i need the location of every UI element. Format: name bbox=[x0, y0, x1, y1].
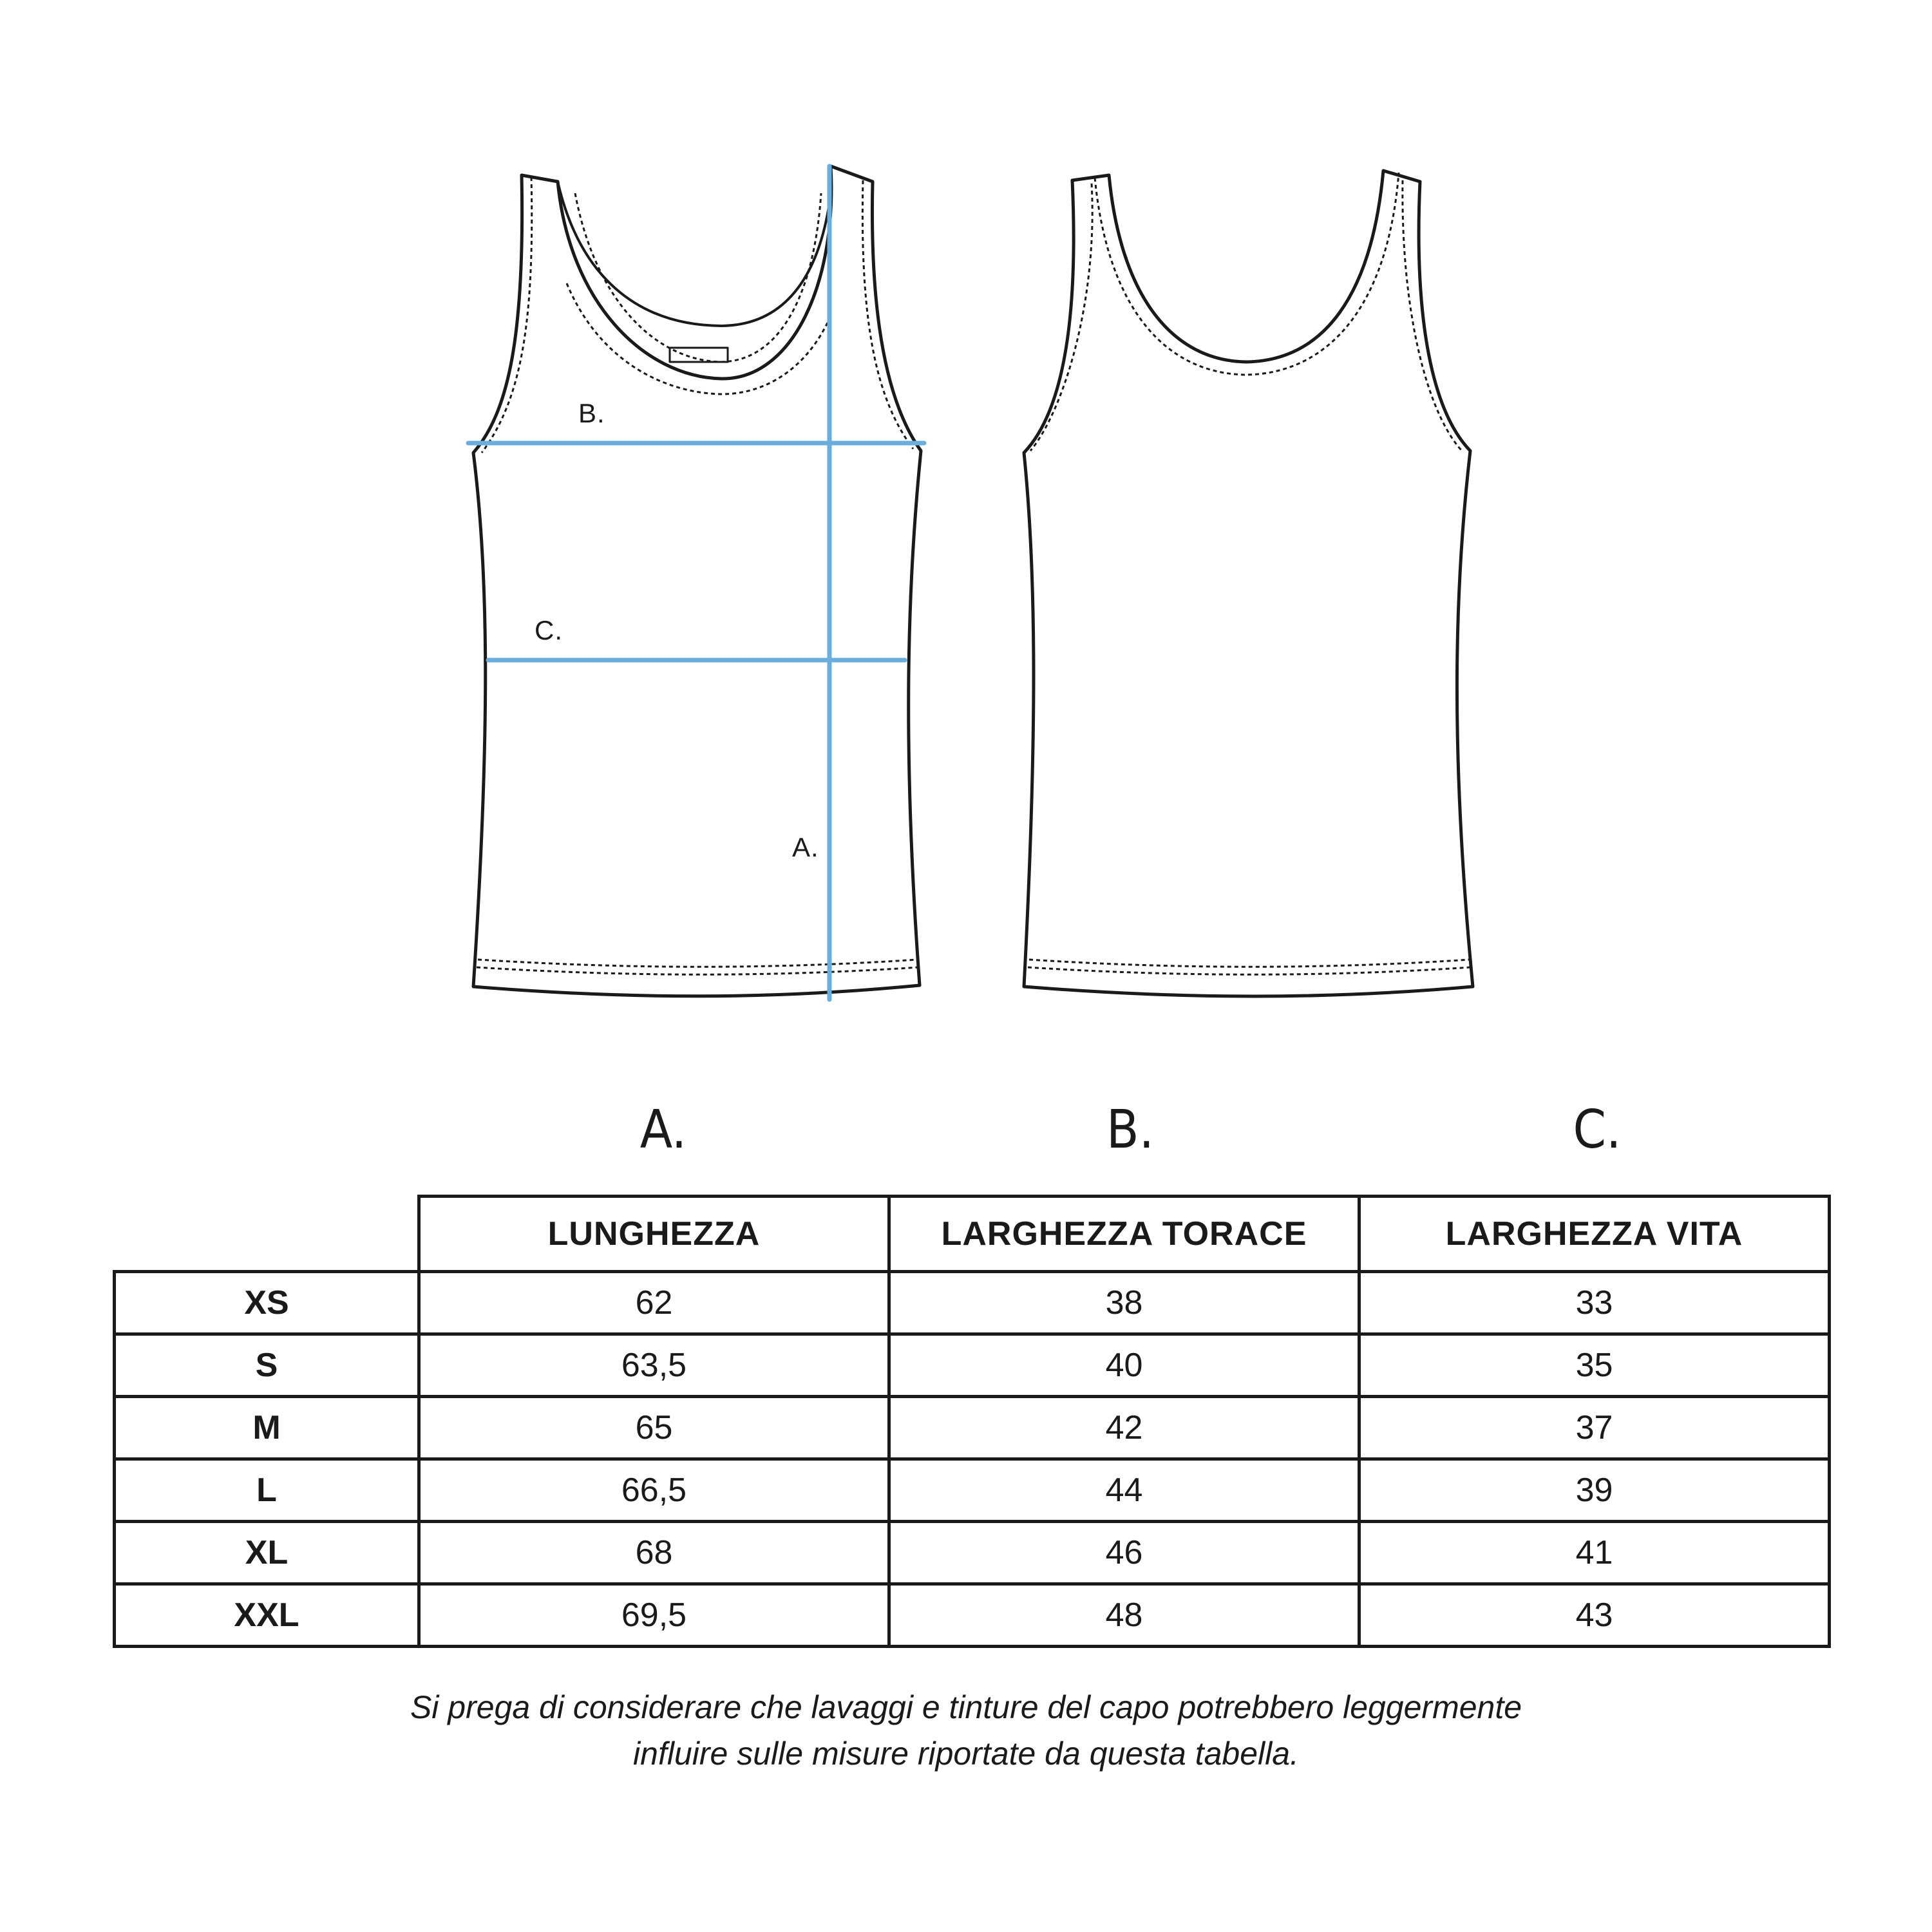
value-cell: 38 bbox=[889, 1272, 1359, 1334]
disclaimer-line-2: influire sulle misure riportate da questa tabella. bbox=[633, 1736, 1299, 1772]
value-cell: 33 bbox=[1359, 1272, 1830, 1334]
value-cell: 40 bbox=[889, 1334, 1359, 1397]
value-cell: 65 bbox=[419, 1397, 889, 1459]
value-cell: 63,5 bbox=[419, 1334, 889, 1397]
header-lunghezza: LUNGHEZZA bbox=[419, 1197, 889, 1272]
table-row bbox=[115, 1522, 1830, 1584]
size-label: XS bbox=[115, 1272, 419, 1334]
measure-label-a: A. bbox=[792, 832, 819, 862]
column-letter-c: C. bbox=[1573, 1099, 1622, 1160]
value-cell: 69,5 bbox=[419, 1584, 889, 1647]
size-label: XL bbox=[115, 1522, 419, 1584]
column-letter-a: A. bbox=[639, 1099, 687, 1160]
table-row bbox=[115, 1397, 1830, 1459]
value-cell: 39 bbox=[1359, 1459, 1830, 1522]
value-cell: 43 bbox=[1359, 1584, 1830, 1647]
measure-label-c: C. bbox=[535, 615, 563, 645]
value-cell: 44 bbox=[889, 1459, 1359, 1522]
value-cell: 68 bbox=[419, 1522, 889, 1584]
size-label: M bbox=[115, 1397, 419, 1459]
table-corner bbox=[115, 1197, 419, 1272]
value-cell: 42 bbox=[889, 1397, 1359, 1459]
value-cell: 37 bbox=[1359, 1397, 1830, 1459]
value-cell: 35 bbox=[1359, 1334, 1830, 1397]
value-cell: 41 bbox=[1359, 1522, 1830, 1584]
header-larghezza-vita: LARGHEZZA VITA bbox=[1359, 1197, 1830, 1272]
measure-label-b: B. bbox=[578, 398, 605, 428]
value-cell: 66,5 bbox=[419, 1459, 889, 1522]
value-cell: 48 bbox=[889, 1584, 1359, 1647]
value-cell: 62 bbox=[419, 1272, 889, 1334]
size-table bbox=[113, 1195, 1831, 1648]
back-tank-top-drawing bbox=[1024, 171, 1473, 996]
header-larghezza-torace: LARGHEZZA TORACE bbox=[889, 1197, 1359, 1272]
column-letter-b: B. bbox=[1106, 1099, 1155, 1160]
table-row bbox=[115, 1584, 1830, 1647]
front-tank-top-drawing bbox=[473, 166, 921, 996]
disclaimer-note bbox=[0, 1684, 1932, 1777]
size-label: S bbox=[115, 1334, 419, 1397]
value-cell: 46 bbox=[889, 1522, 1359, 1584]
size-label: L bbox=[115, 1459, 419, 1522]
size-label: XXL bbox=[115, 1584, 419, 1647]
table-row bbox=[115, 1459, 1830, 1522]
table-header-row bbox=[115, 1197, 1830, 1272]
table-row bbox=[115, 1334, 1830, 1397]
disclaimer-line-1: Si prega di considerare che lavaggi e tinture del capo potrebbero leggermente bbox=[410, 1689, 1522, 1725]
table-row bbox=[115, 1272, 1830, 1334]
